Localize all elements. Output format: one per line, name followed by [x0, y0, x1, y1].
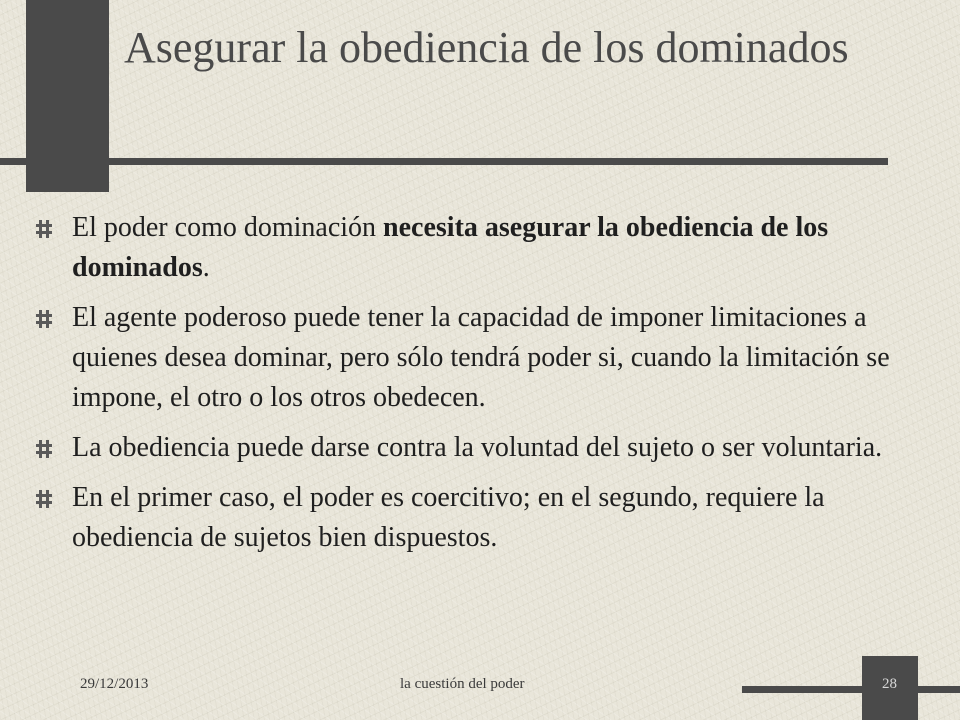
footer-rule — [742, 686, 862, 693]
bullet-item — [36, 478, 916, 558]
footer-rule-right — [918, 686, 960, 693]
bullet-text: La obediencia puede darse contra la voluntad del sujeto o ser voluntaria. — [72, 432, 883, 463]
hash-bullet-icon — [36, 220, 52, 238]
bullet-item — [36, 208, 916, 288]
bullet-text: En el primer caso, el poder es coercitivo; en el segundo, requiere la obediencia de sujetos bien dispuestos. — [72, 482, 825, 553]
page-number: 28 — [882, 676, 897, 692]
hash-bullet-icon — [36, 440, 52, 458]
title-underline-rule — [0, 158, 888, 165]
footer-date: 29/12/2013 — [80, 676, 149, 692]
bullet-text: El agente poderoso puede tener la capacidad de imponer limitaciones a quienes desea dominar, pero sólo tendrá poder si, cuando la limitación se impone, el otro o los otros obedecen. — [72, 302, 890, 413]
bullet-text-bold: necesita asegurar la obediencia de los dominados — [72, 212, 829, 283]
bullet-item — [36, 298, 916, 418]
hash-bullet-icon — [36, 490, 52, 508]
hash-bullet-icon — [36, 310, 52, 328]
bullet-item — [36, 428, 916, 468]
footer-title: la cuestión del poder — [400, 676, 525, 692]
slide-title: Asegurar la obediencia de los dominados — [124, 23, 849, 72]
bullet-text-plain: El poder como dominación — [72, 212, 384, 243]
bullet-text-end: . — [202, 252, 210, 283]
bullet-list — [36, 208, 916, 568]
